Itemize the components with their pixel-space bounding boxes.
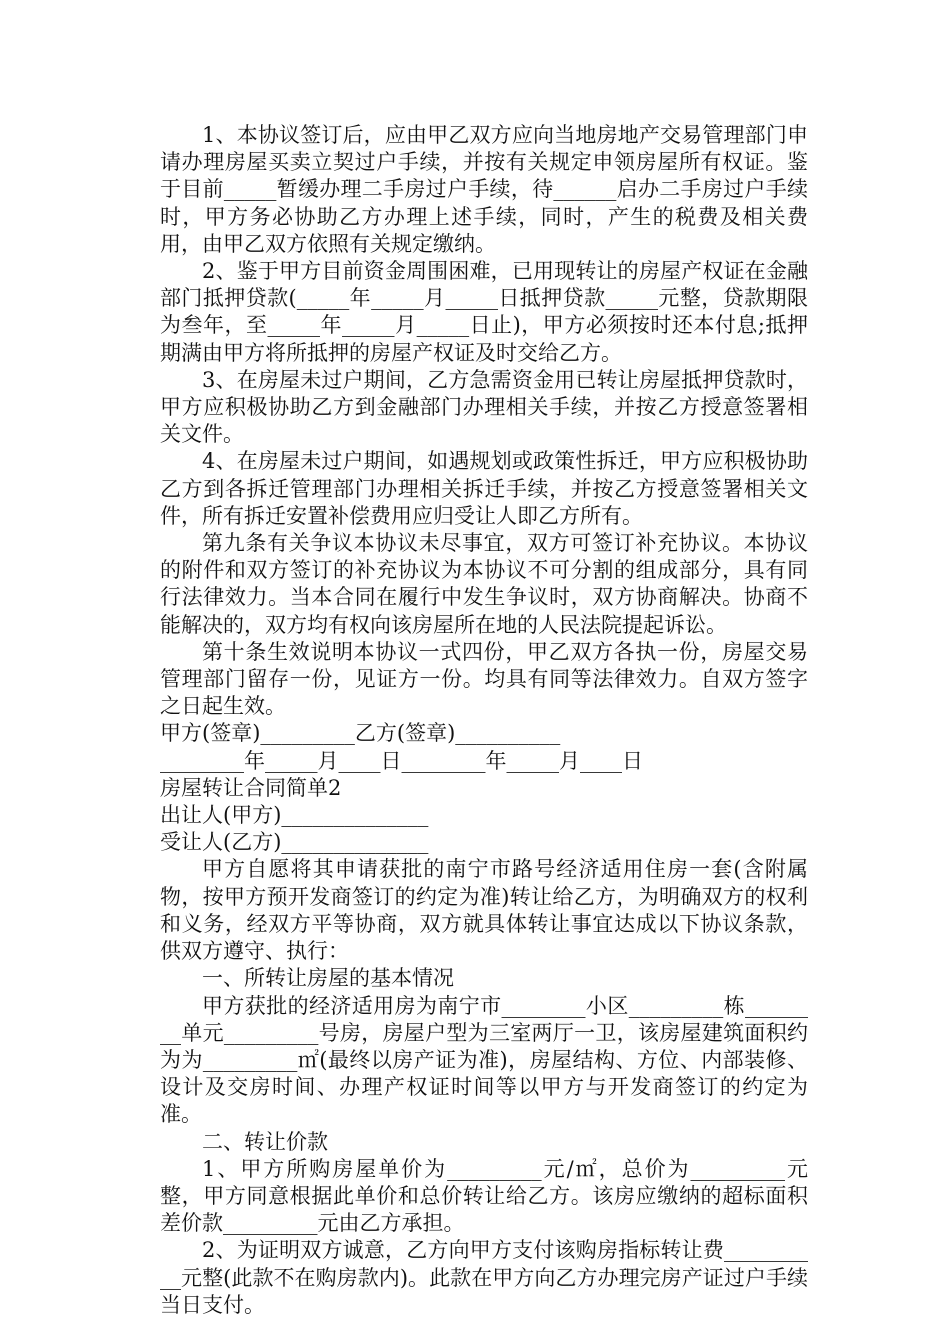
transferor-line: 出让人(甲方)______________ (160, 803, 429, 828)
clause-3-paragraph: 3、在房屋未过户期间，乙方急需资金用已转让房屋抵押贷款时，甲方应积极协助乙方到金融部门办理相关手续，并按乙方授意签署相关文件。 (160, 367, 808, 447)
clause-1-paragraph: 1、本协议签订后，应由甲乙双方应向当地房地产交易管理部门申请办理房屋买卖立契过户手续，并按有关规定申领房屋所有权证。鉴于目前_____暂缓办理二手房过户手续，待______启办二手房过户手续时，甲方务必协助乙方办理上述手续，同时，产生的税费及相关费用，由甲乙双方依照有关规定缴纳。 (160, 123, 808, 256)
date-line: ________年_____月____日________年_____月____日 (160, 748, 643, 773)
document-page (160, 122, 808, 1319)
clause-4-paragraph: 4、在房屋未过户期间，如遇规划或政策性拆迁，甲方应积极协助乙方到各拆迁管理部门办理相关拆迁手续，并按乙方授意签署相关文件，所有拆迁安置补偿费用应归受让人即乙方所有。 (160, 449, 808, 528)
article-9-paragraph: 第九条有关争议本协议未尽事宜，双方可签订补充协议。本协议的附件和双方签订的补充协议为本协议不可分割的组成部分，具有同行法律效力。当本合同在履行中发生争议时，双方协商解决。协商不能解决的，双方均有权向该房屋所在地的人民法院提起诉讼。 (160, 531, 808, 637)
section-1-heading: 一、所转让房屋的基本情况 (202, 966, 454, 991)
property-info-paragraph: 甲方获批的经济适用房为南宁市________小区_________栋________单元_________号房，房屋户型为三室两厅一卫，该房屋建筑面积约为为_________㎡(最终以房产证为准)，房屋结构、方位、内部装修、设计及交房时间、办理产权证时间等以甲方与开发商签订的约定为准。 (160, 993, 808, 1127)
price-clause-1-paragraph: 1、甲方所购房屋单价为_________元/㎡，总价为_________元整，甲方同意根据此单价和总价转让给乙方。该房应缴纳的超标面积差价款_________元由乙方承担。 (160, 1156, 808, 1236)
contract-2-title: 房屋转让合同简单2 (160, 775, 342, 800)
article-10-paragraph: 第十条生效说明本协议一式四份，甲乙双方各执一份，房屋交易管理部门留存一份，见证方一份。均具有同等法律效力。自双方签字之日起生效。 (160, 639, 808, 719)
clause-2-paragraph: 2、鉴于甲方目前资金周围困难，已用现转让的房屋产权证在金融部门抵押贷款(_____年_____月_____日抵押贷款_____元整，贷款期限为叁年，至_____年_____月_____日止)，甲方必须按时还本付息;抵押期满由甲方将所抵押的房屋产权证及时交给乙方。 (160, 259, 808, 365)
transferee-line: 受让人(乙方)______________ (160, 830, 429, 855)
price-clause-2-paragraph: 2、为证明双方诚意，乙方向甲方支付该购房指标转让费__________元整(此款不在购房款内)。此款在甲方向乙方办理完房产证过户手续当日支付。 (160, 1238, 808, 1317)
section-2-heading: 二、转让价款 (202, 1129, 328, 1154)
signature-line: 甲方(签章)_________乙方(签章)__________ (160, 721, 561, 746)
preamble-paragraph: 甲方自愿将其申请获批的南宁市路号经济适用住房一套(含附属物，按甲方预开发商签订的约定为准)转让给乙方，为明确双方的权利和义务，经双方平等协商，双方就具体转让事宜达成以下协议条款，供双方遵守、执行： (160, 857, 808, 964)
